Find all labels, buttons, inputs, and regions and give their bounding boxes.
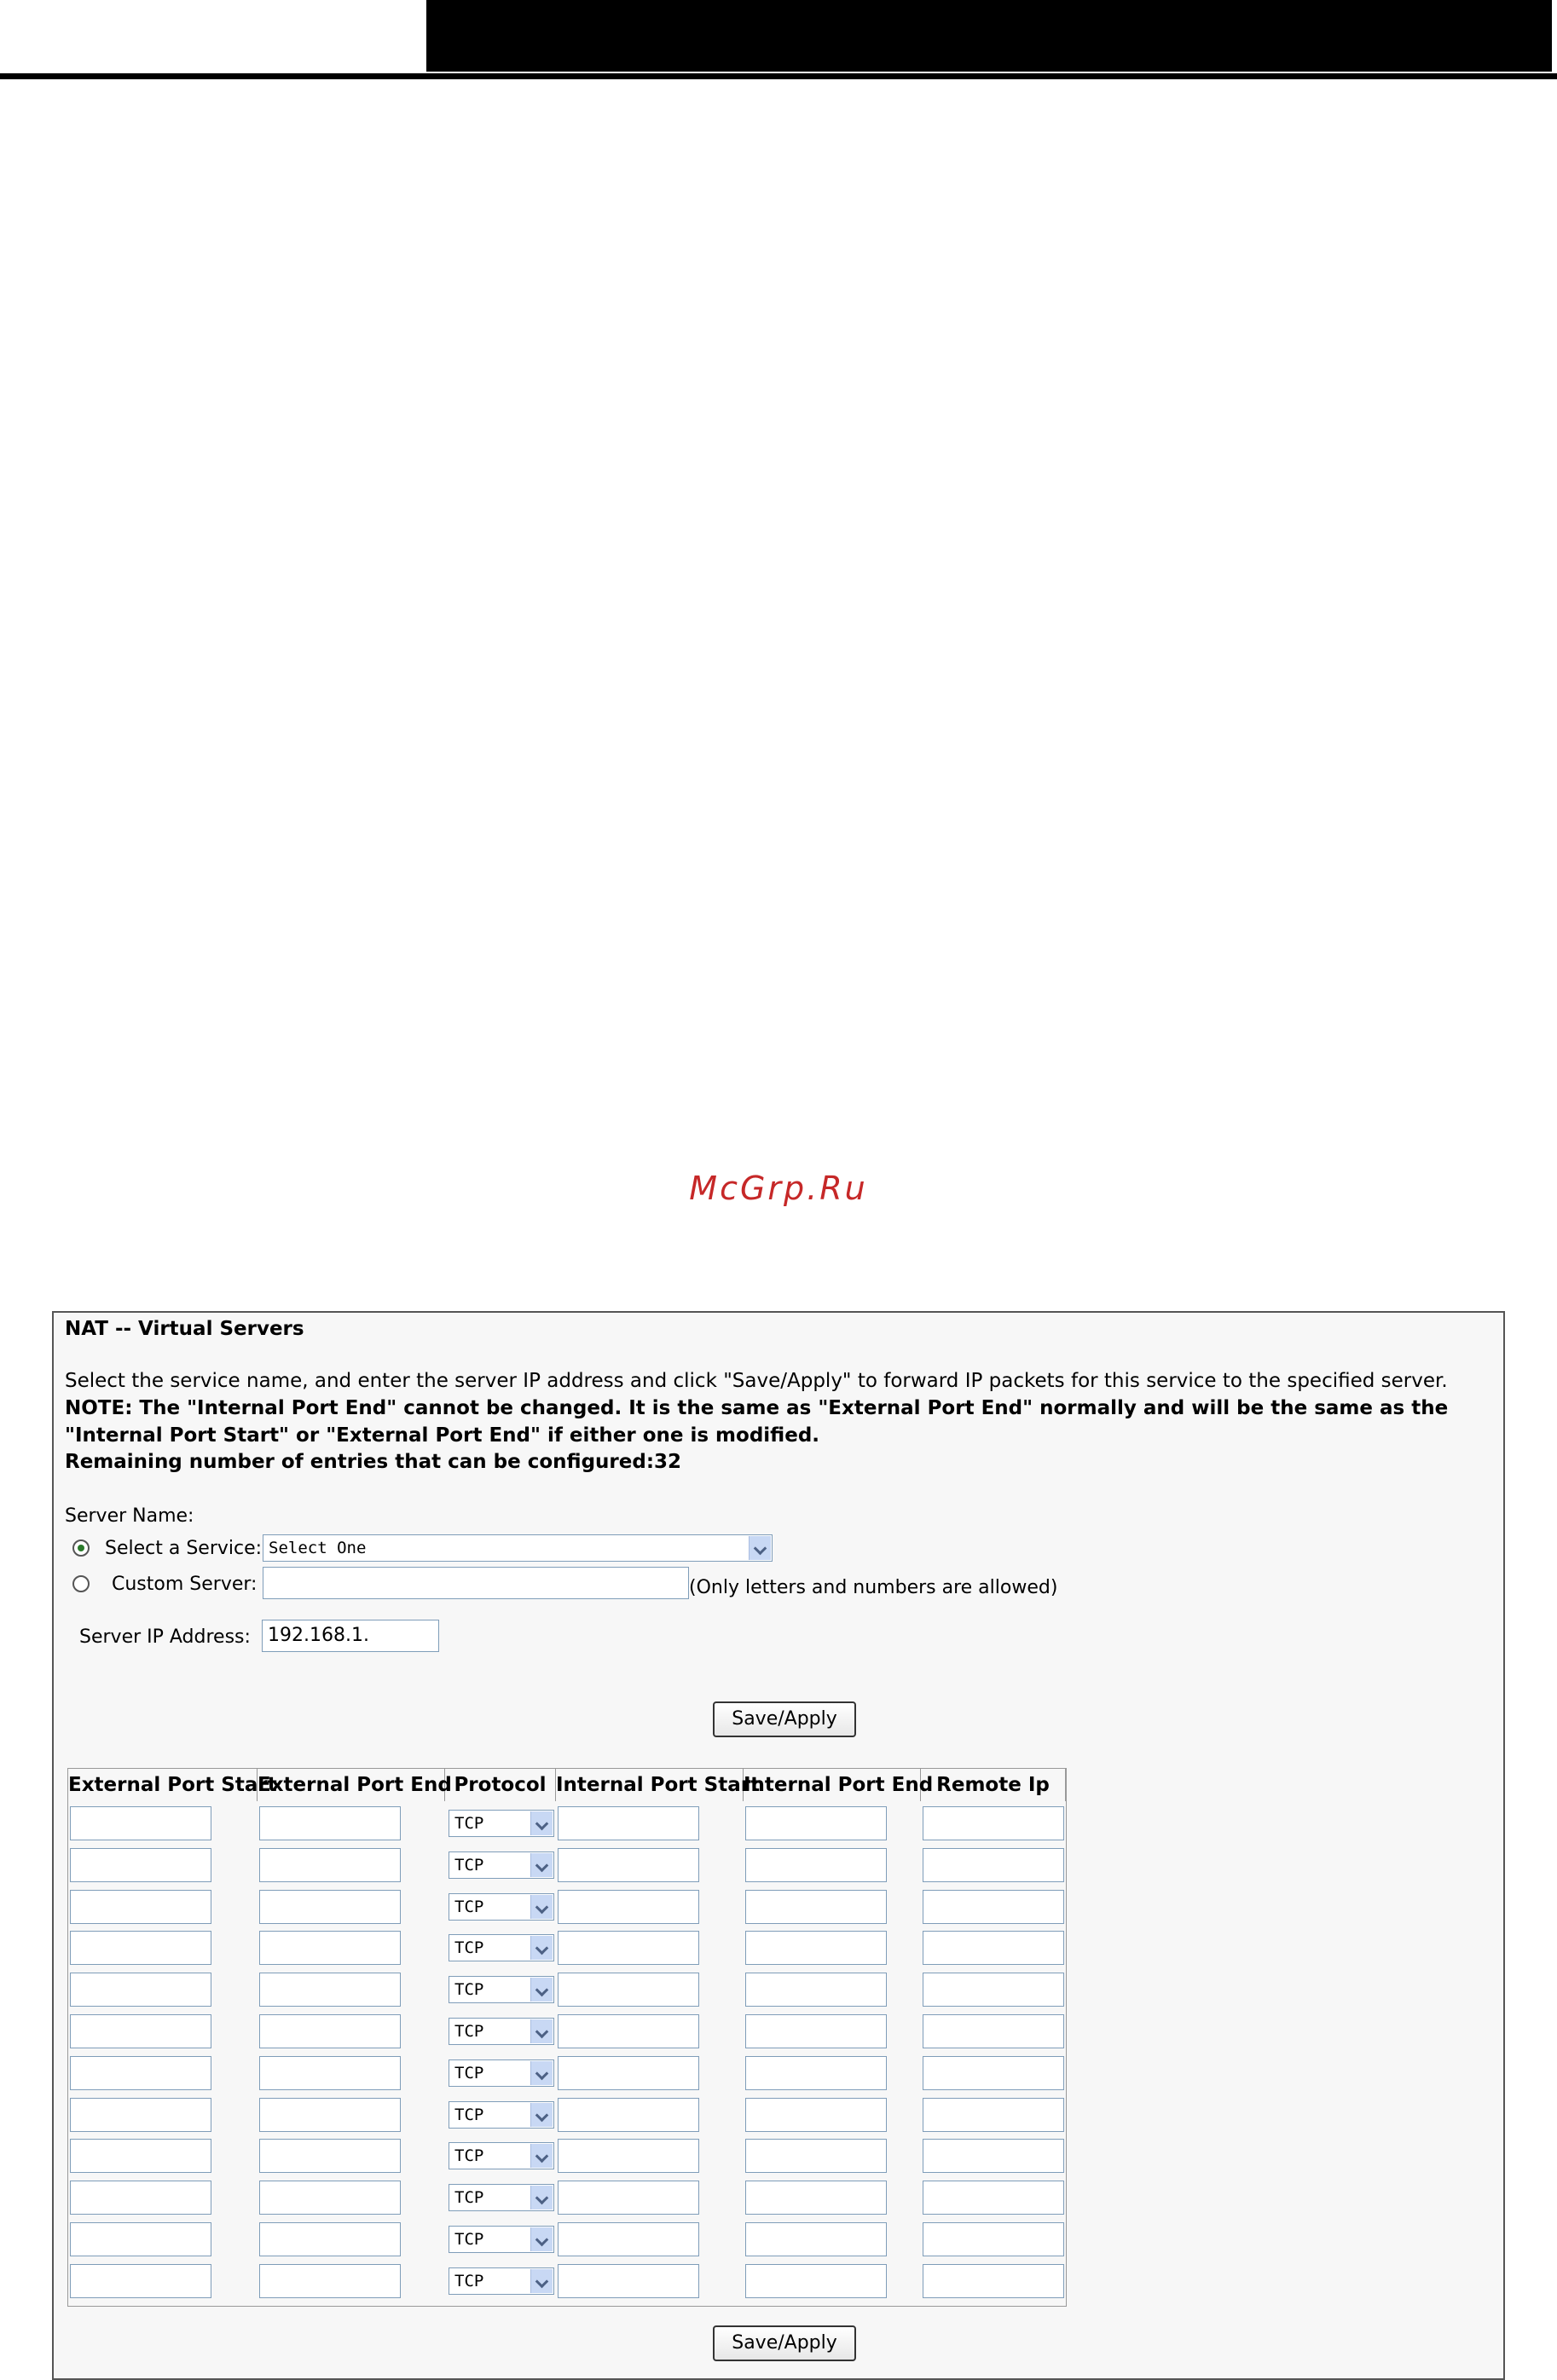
header-rule: [0, 73, 1557, 79]
external-port-start-input[interactable]: [70, 2056, 211, 2090]
chevron-down-icon: [530, 1811, 553, 1835]
chevron-down-icon: [749, 1536, 771, 1560]
external-port-start-input[interactable]: [70, 2181, 211, 2215]
chevron-down-icon: [530, 1936, 553, 1960]
header-bar: [426, 0, 1552, 72]
internal-port-start-input[interactable]: [558, 2222, 699, 2256]
external-port-end-input[interactable]: [259, 2014, 401, 2048]
description-note: NOTE: The "Internal Port End" cannot be changed. It is the same as "External Port End" normally and will be the same as the "Internal Port Start" or "External Port End" if either one is modified.: [65, 1397, 1449, 1447]
table-row: [68, 2051, 1066, 2093]
custom-server-input[interactable]: [263, 1567, 689, 1599]
external-port-start-input[interactable]: [70, 1848, 211, 1882]
table-row: [68, 1885, 1066, 1927]
external-port-end-input[interactable]: [259, 2139, 401, 2173]
remote-ip-input[interactable]: [923, 2181, 1064, 2215]
protocol-select[interactable]: [449, 2059, 554, 2087]
protocol-select[interactable]: [449, 1810, 554, 1837]
protocol-select[interactable]: [449, 1976, 554, 2003]
header-internal-port-end: Internal Port End: [744, 1769, 921, 1801]
server-ip-input[interactable]: 192.168.1.: [262, 1620, 439, 1652]
external-port-end-input[interactable]: [259, 2222, 401, 2256]
protocol-value: TCP: [454, 2230, 484, 2249]
select-service-dropdown[interactable]: [263, 1534, 773, 1562]
external-port-end-input[interactable]: [259, 1890, 401, 1924]
internal-port-end-input[interactable]: [745, 1973, 887, 2007]
protocol-value: TCP: [454, 2063, 484, 2082]
chevron-down-icon: [530, 2144, 553, 2168]
external-port-start-input[interactable]: [70, 1931, 211, 1965]
internal-port-end-input[interactable]: [745, 2264, 887, 2298]
protocol-select[interactable]: [449, 2101, 554, 2129]
internal-port-start-input[interactable]: [558, 2181, 699, 2215]
external-port-start-input[interactable]: [70, 2222, 211, 2256]
protocol-select[interactable]: [449, 2142, 554, 2169]
remote-ip-input[interactable]: [923, 1806, 1064, 1840]
protocol-value: TCP: [454, 1980, 484, 2000]
header-external-port-end: External Port End: [258, 1769, 445, 1801]
protocol-value: TCP: [454, 1897, 484, 1916]
internal-port-end-input[interactable]: [745, 2181, 887, 2215]
internal-port-end-input[interactable]: [745, 2139, 887, 2173]
protocol-select[interactable]: [449, 1851, 554, 1879]
custom-server-radio[interactable]: [72, 1575, 90, 1592]
internal-port-end-input[interactable]: [745, 2098, 887, 2132]
external-port-start-input[interactable]: [70, 2264, 211, 2298]
watermark: McGrp.Ru: [689, 1170, 868, 1207]
external-port-end-input[interactable]: [259, 1806, 401, 1840]
select-service-radio[interactable]: [72, 1539, 90, 1557]
port-mapping-table: [67, 1768, 1067, 2307]
internal-port-start-input[interactable]: [558, 1890, 699, 1924]
table-row: [68, 1967, 1066, 2009]
virtual-servers-panel: [52, 1311, 1505, 2380]
protocol-value: TCP: [454, 2188, 484, 2208]
external-port-start-input[interactable]: [70, 2014, 211, 2048]
internal-port-start-input[interactable]: [558, 1931, 699, 1965]
chevron-down-icon: [530, 2227, 553, 2251]
protocol-select[interactable]: [449, 1934, 554, 1961]
protocol-value: TCP: [454, 2146, 484, 2166]
external-port-end-input[interactable]: [259, 1848, 401, 1882]
table-row: [68, 1801, 1066, 1843]
remote-ip-input[interactable]: [923, 2222, 1064, 2256]
external-port-start-input[interactable]: [70, 1890, 211, 1924]
chevron-down-icon: [530, 1895, 553, 1919]
external-port-start-input[interactable]: [70, 2139, 211, 2173]
remote-ip-input[interactable]: [923, 1931, 1064, 1965]
chevron-down-icon: [530, 2019, 553, 2043]
protocol-select[interactable]: [449, 2184, 554, 2211]
internal-port-start-input[interactable]: [558, 2139, 699, 2173]
save-apply-button-bottom[interactable]: Save/Apply: [713, 2325, 856, 2361]
external-port-end-input[interactable]: [259, 2098, 401, 2132]
internal-port-start-input[interactable]: [558, 2014, 699, 2048]
table-row: [68, 2009, 1066, 2051]
remote-ip-input[interactable]: [923, 1848, 1064, 1882]
external-port-start-input[interactable]: [70, 1973, 211, 2007]
protocol-value: TCP: [454, 2022, 484, 2041]
header-external-port-start: External Port Start: [68, 1769, 258, 1801]
description-text: Select the service name, and enter the server IP address and click "Save/Apply" to forward IP packets for this service to the specified server.: [65, 1370, 1448, 1392]
external-port-start-input[interactable]: [70, 1806, 211, 1840]
chevron-down-icon: [530, 2103, 553, 2127]
table-row: [68, 2259, 1066, 2301]
protocol-select[interactable]: [449, 2226, 554, 2253]
remote-ip-input[interactable]: [923, 2056, 1064, 2090]
internal-port-start-input[interactable]: [558, 1973, 699, 2007]
remote-ip-input[interactable]: [923, 2014, 1064, 2048]
table-row: [68, 2217, 1066, 2259]
external-port-end-input[interactable]: [259, 2181, 401, 2215]
description: [65, 1367, 1497, 1449]
external-port-end-input[interactable]: [259, 1973, 401, 2007]
internal-port-end-input[interactable]: [745, 2014, 887, 2048]
external-port-start-input[interactable]: [70, 2098, 211, 2132]
internal-port-start-input[interactable]: [558, 2098, 699, 2132]
remote-ip-input[interactable]: [923, 2139, 1064, 2173]
internal-port-end-input[interactable]: [745, 1890, 887, 1924]
protocol-value: TCP: [454, 1938, 484, 1958]
custom-server-label: Custom Server:: [112, 1574, 258, 1595]
header-internal-port-start: Internal Port Start: [556, 1769, 744, 1801]
protocol-value: TCP: [454, 2271, 484, 2290]
protocol-select[interactable]: [449, 2267, 554, 2295]
internal-port-end-input[interactable]: [745, 1848, 887, 1882]
remaining-entries: Remaining number of entries that can be configured:32: [65, 1451, 682, 1473]
remote-ip-input[interactable]: [923, 1973, 1064, 2007]
protocol-value: TCP: [454, 2105, 484, 2124]
table-header: [68, 1769, 1066, 1801]
internal-port-end-input[interactable]: [745, 2056, 887, 2090]
internal-port-end-input[interactable]: [745, 1806, 887, 1840]
remote-ip-input[interactable]: [923, 1890, 1064, 1924]
internal-port-end-input[interactable]: [745, 1931, 887, 1965]
custom-server-hint: (Only letters and numbers are allowed): [689, 1577, 1058, 1598]
chevron-down-icon: [530, 2061, 553, 2085]
server-ip-label: Server IP Address:: [79, 1626, 251, 1648]
chevron-down-icon: [530, 1978, 553, 2002]
protocol-select[interactable]: [449, 2018, 554, 2045]
remote-ip-input[interactable]: [923, 2098, 1064, 2132]
page-title: NAT -- Virtual Servers: [65, 1318, 304, 1340]
internal-port-start-input[interactable]: [558, 2264, 699, 2298]
server-name-label: Server Name:: [65, 1505, 194, 1527]
external-port-end-input[interactable]: [259, 1931, 401, 1965]
protocol-value: TCP: [454, 1855, 484, 1875]
table-row: [68, 2175, 1066, 2217]
external-port-end-input[interactable]: [259, 2056, 401, 2090]
table-row: [68, 1926, 1066, 1967]
table-row: [68, 2093, 1066, 2134]
save-apply-button-top[interactable]: Save/Apply: [713, 1701, 856, 1737]
select-service-value: Select One: [269, 1539, 367, 1557]
remote-ip-input[interactable]: [923, 2264, 1064, 2298]
header-protocol: Protocol: [445, 1769, 556, 1801]
chevron-down-icon: [530, 1853, 553, 1877]
external-port-end-input[interactable]: [259, 2264, 401, 2298]
chevron-down-icon: [530, 2186, 553, 2210]
protocol-value: TCP: [454, 1814, 484, 1833]
table-row: [68, 1843, 1066, 1885]
table-row: [68, 2134, 1066, 2175]
internal-port-start-input[interactable]: [558, 2056, 699, 2090]
protocol-select[interactable]: [449, 1893, 554, 1921]
internal-port-end-input[interactable]: [745, 2222, 887, 2256]
internal-port-start-input[interactable]: [558, 1806, 699, 1840]
select-service-label: Select a Service:: [105, 1538, 263, 1559]
internal-port-start-input[interactable]: [558, 1848, 699, 1882]
chevron-down-icon: [530, 2269, 553, 2293]
header-remote-ip: Remote Ip: [921, 1769, 1066, 1801]
